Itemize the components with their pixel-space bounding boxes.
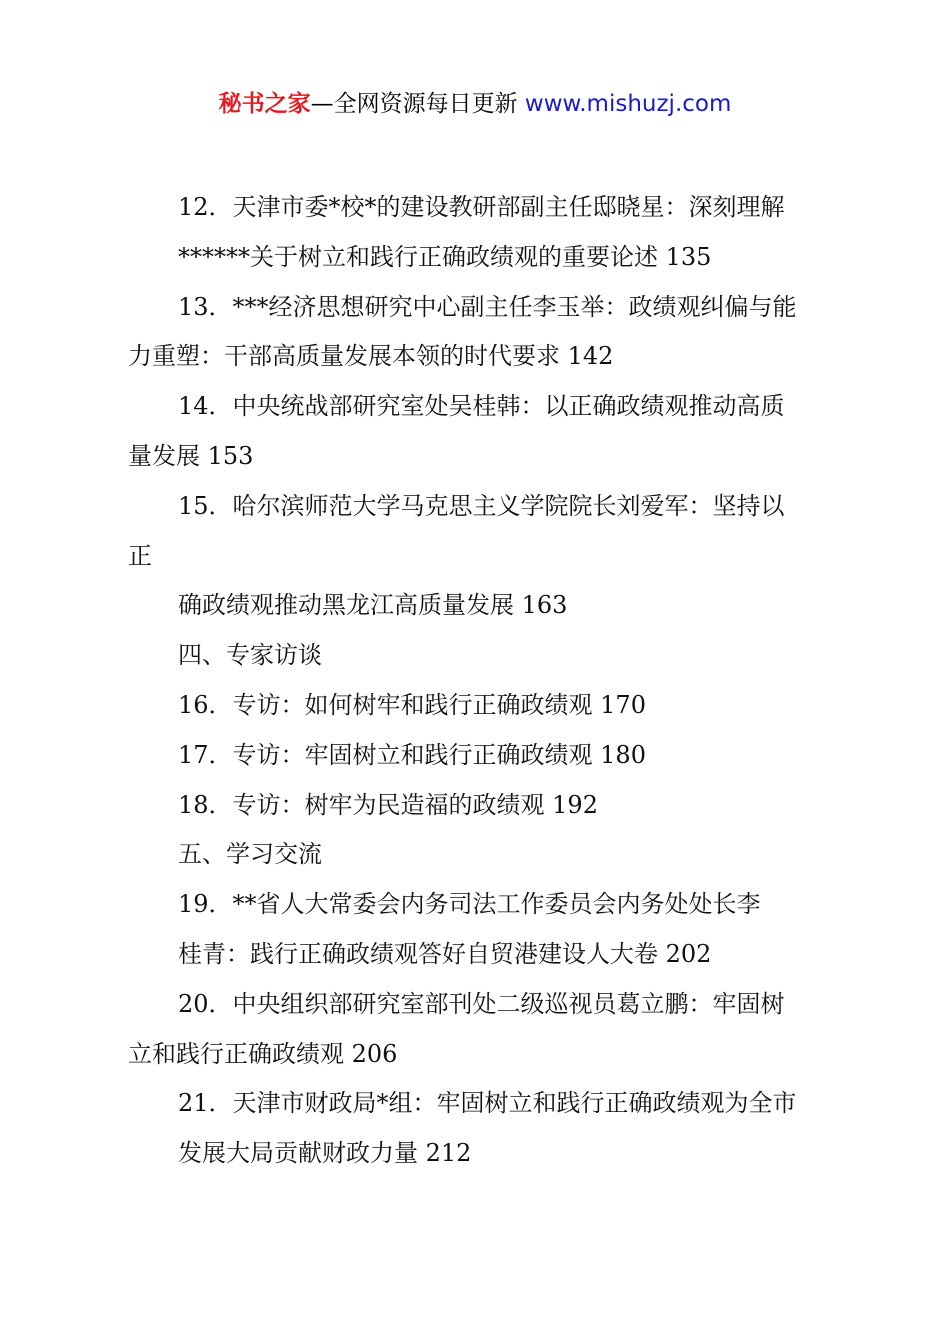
toc-entry-20-cont: 立和践行正确政绩观 206	[128, 1039, 398, 1068]
toc-entry-19-cont: 桂青：践行正确政绩观答好自贸港建设人大卷 202	[178, 939, 712, 968]
section-heading-study-exchange: 五、学习交流	[178, 840, 322, 869]
section-heading-expert-interviews: 四、专家访谈	[178, 641, 322, 670]
toc-entry-21-cont: 发展大局贡献财政力量 212	[178, 1139, 472, 1168]
brand-name: 秘书之家	[218, 91, 311, 117]
toc-entry-13: 13．***经济思想研究中心副主任李玉举：政绩观纠偏与能	[178, 292, 797, 321]
toc-entry-21: 21．天津市财政局*组：牢固树立和践行正确政绩观为全市	[178, 1089, 797, 1118]
header-slogan: —全网资源每日更新	[310, 91, 525, 117]
toc-entry-16: 16．专访：如何树牢和践行正确政绩观 170	[178, 690, 646, 719]
toc-entry-15-cont: 正	[128, 541, 152, 570]
toc-entry-13-cont: 力重塑：干部高质量发展本领的时代要求 142	[128, 342, 614, 371]
toc-content	[128, 183, 838, 1179]
toc-entry-18: 18．专访：树牢为民造福的政绩观 192	[178, 790, 598, 819]
toc-entry-15-cont2: 确政绩观推动黑龙江高质量发展 163	[178, 591, 568, 620]
toc-entry-12: 12．天津市委*校*的建设教研部副主任邸晓星：深刻理解	[178, 193, 785, 221]
toc-entry-14: 14．中央统战部研究室处吴桂韩：以正确政绩观推动高质	[178, 392, 785, 421]
page-header	[0, 86, 950, 122]
toc-entry-17: 17．专访：牢固树立和践行正确政绩观 180	[178, 740, 646, 769]
header-url[interactable]: www.mishuzj.com	[524, 91, 732, 117]
toc-entry-14-cont: 量发展 153	[128, 441, 254, 470]
toc-entry-15: 15．哈尔滨师范大学马克思主义学院院长刘爱军：坚持以	[178, 491, 785, 520]
toc-entry-19: 19．**省人大常委会内务司法工作委员会内务处处长李	[178, 890, 761, 919]
toc-entry-20: 20．中央组织部研究室部刊处二级巡视员葛立鹏：牢固树	[178, 989, 785, 1018]
toc-entry-12-cont: ******关于树立和践行正确政绩观的重要论述 135	[178, 242, 712, 271]
